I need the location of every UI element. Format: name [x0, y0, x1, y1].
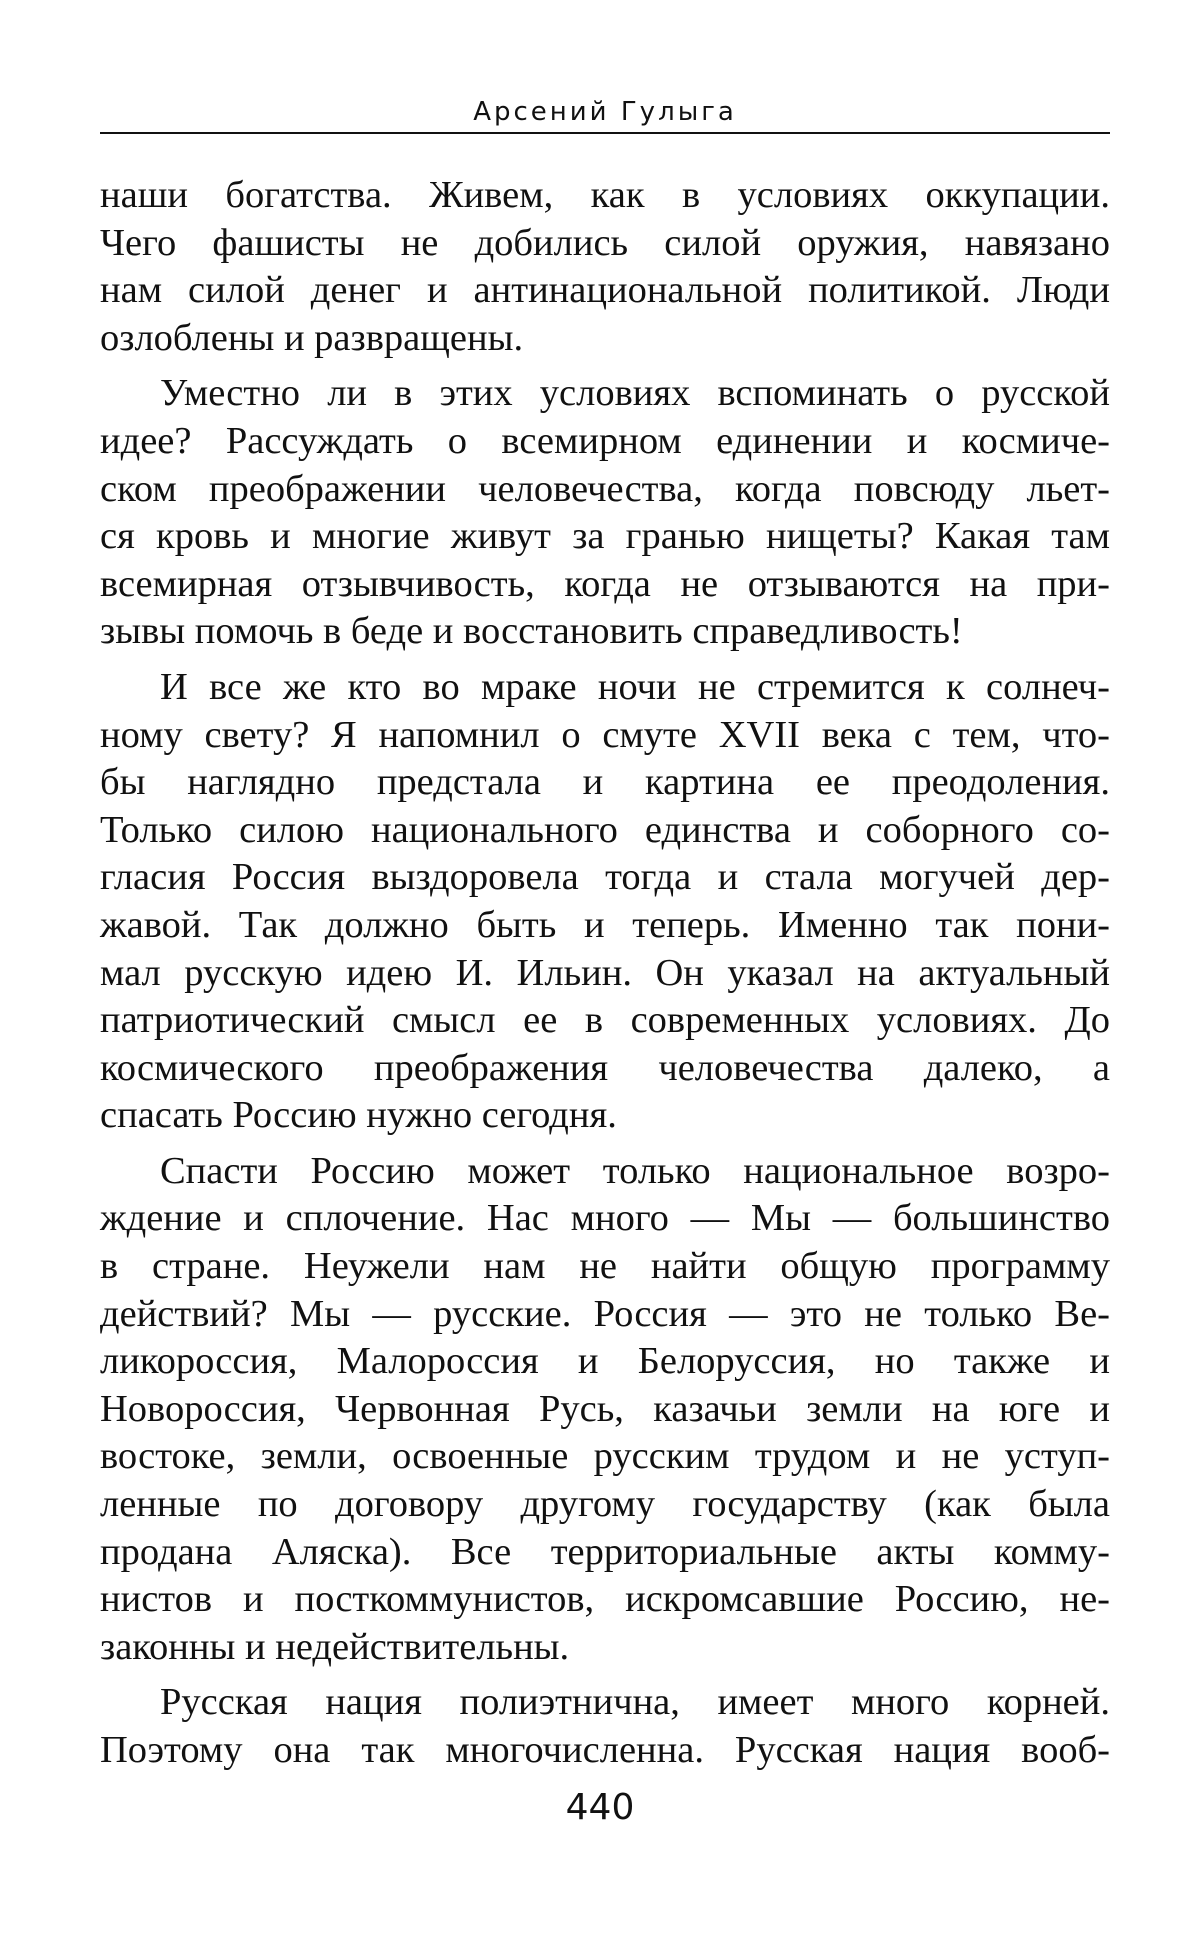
- paragraph: [100, 370, 1110, 656]
- text-line: ленные по договору другому государству (как была: [100, 1483, 1110, 1526]
- paragraph: [100, 1679, 1110, 1774]
- text-line: всемирная отзывчивость, когда не отзываются на при-: [100, 562, 1110, 605]
- text-line: продана Аляска). Все территориальные акты комму-: [100, 1530, 1110, 1573]
- text-line: идее? Рассуждать о всемирном единении и космиче-: [100, 419, 1110, 462]
- body-text: [100, 172, 1110, 1783]
- text-line: Чего фашисты не добились силой оружия, навязано: [100, 221, 1110, 264]
- page-number: 440: [565, 1787, 635, 1828]
- text-line: востоке, земли, освоенные русским трудом и не уступ-: [100, 1435, 1110, 1478]
- text-line: гласия Россия выздоровела тогда и стала могучей дер-: [100, 856, 1110, 899]
- text-line: законны и недействительны.: [100, 1625, 570, 1668]
- paragraph: [100, 1148, 1110, 1672]
- text-line: наши богатства. Живем, как в условиях оккупации.: [100, 174, 1110, 216]
- text-line: зывы помочь в беде и восстановить справедливость!: [100, 610, 963, 653]
- text-line: космического преображения человечества далеко, а: [100, 1046, 1110, 1089]
- text-line: ному свету? Я напомнил о смуте XVII века с тем, что-: [100, 713, 1110, 756]
- text-line: ждение и сплочение. Нас много — Мы — большинство: [100, 1197, 1110, 1240]
- text-line: Новороссия, Червонная Русь, казачьи земли на юге и: [100, 1387, 1110, 1430]
- text-line: нам силой денег и антинациональной политикой. Люди: [100, 269, 1110, 312]
- text-line: ликороссия, Малороссия и Белоруссия, но также и: [100, 1340, 1110, 1383]
- text-line: действий? Мы — русские. Россия — это не только Ве-: [100, 1292, 1110, 1335]
- paragraph: [100, 664, 1110, 1140]
- text-line: Русская нация полиэтнична, имеет много корней.: [160, 1681, 1110, 1724]
- running-head-author: Арсений Гулыга: [473, 97, 737, 127]
- text-line: Уместно ли в этих условиях вспоминать о русской: [160, 372, 1110, 415]
- text-line: Спасти Россию может только национальное возро-: [160, 1149, 1110, 1192]
- paragraph: [100, 172, 1110, 362]
- text-line: ском преображении человечества, когда повсюду льет-: [100, 467, 1110, 510]
- text-line: в стране. Неужели нам не найти общую программу: [100, 1245, 1110, 1288]
- text-line: озлоблены и развращены.: [100, 316, 524, 359]
- text-line: жавой. Так должно быть и теперь. Именно так пони-: [100, 903, 1110, 946]
- text-line: Поэтому она так многочисленна. Русская нация вооб-: [100, 1729, 1110, 1771]
- text-line: мал русскую идею И. Ильин. Он указал на актуальный: [100, 951, 1110, 994]
- header-rule: [100, 132, 1110, 134]
- text-line: И все же кто во мраке ночи не стремится к солнеч-: [160, 665, 1110, 708]
- text-line: нистов и посткоммунистов, искромсавшие Россию, не-: [100, 1578, 1110, 1621]
- text-line: ся кровь и многие живут за гранью нищеты? Какая там: [100, 515, 1110, 558]
- text-line: патриотический смысл ее в современных условиях. До: [100, 999, 1110, 1042]
- text-line: Только силою национального единства и соборного со-: [100, 808, 1110, 851]
- text-line: спасать Россию нужно сегодня.: [100, 1094, 617, 1137]
- text-line: бы наглядно предстала и картина ее преодоления.: [100, 761, 1110, 804]
